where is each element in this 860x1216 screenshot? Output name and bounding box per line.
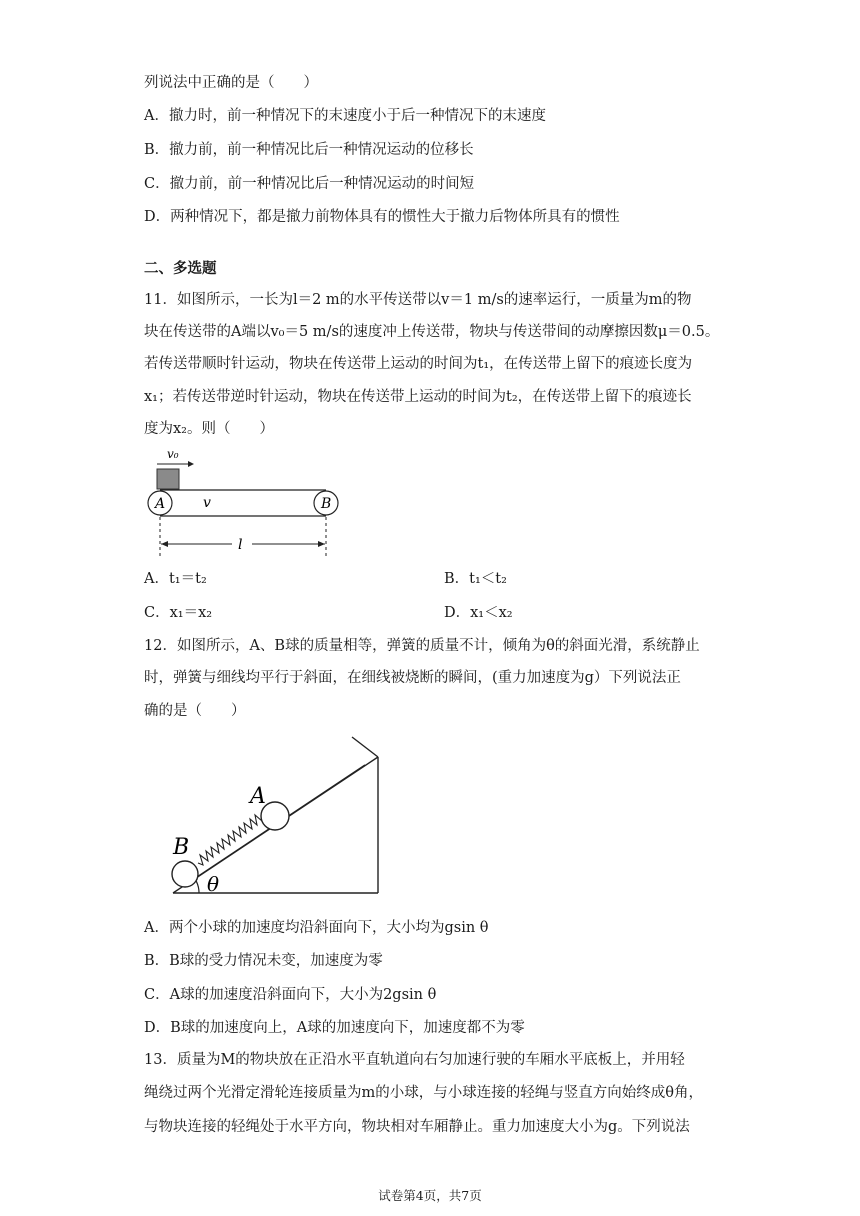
q12-option-a: A．两个小球的加速度均沿斜面向下，大小均为gsin θ	[144, 920, 489, 936]
q12-line-1: 12．如图所示，A、B球的质量相等，弹簧的质量不计，倾角为θ的斜面光滑，系统静止	[144, 638, 700, 654]
q12-option-c: C．A球的加速度沿斜面向下，大小为2gsin θ	[144, 987, 437, 1003]
dim-arrow-left	[161, 541, 168, 547]
v0-arrowhead	[188, 461, 194, 467]
q11-line-4: x₁；若传送带逆时针运动，物块在传送带上运动的时间为t₂，在传送带上留下的痕迹长	[144, 389, 692, 405]
figure-label-a: A	[250, 784, 266, 809]
q11-line-2: 块在传送带的A端以v₀＝5 m/s的速度冲上传送带，物块与传送带间的动摩擦因数μ＝0.5。	[144, 324, 720, 340]
figure-label-l: l	[238, 537, 243, 553]
q11-line-3: 若传送带顺时针运动，物块在传送带上运动的时间为t₁，在传送带上留下的痕迹长度为	[144, 356, 693, 372]
q11-line-1: 11．如图所示，一长为l＝2 m的水平传送带以v＝1 m/s的速率运行，一质量为m的物	[144, 292, 692, 308]
page-footer: 试卷第4页，共7页	[378, 1188, 482, 1203]
figure-label-b: B	[173, 835, 190, 860]
q11-option-a: A．t₁＝t₂	[144, 571, 207, 587]
q11-option-d: D．x₁＜x₂	[444, 605, 513, 621]
q11-option-b: B．t₁＜t₂	[444, 571, 507, 587]
block	[157, 469, 179, 489]
dim-arrow-right	[318, 541, 325, 547]
figure-label-v: v	[203, 495, 211, 511]
q13-line-1: 13．质量为M的物块放在正沿水平直轨道向右匀加速行驶的车厢水平底板上，并用轻	[144, 1052, 685, 1068]
figure-label-theta: θ	[207, 872, 220, 896]
q12-option-b: B．B球的受力情况未变，加速度为零	[144, 953, 383, 969]
q12-line-2: 时，弹簧与细线均平行于斜面，在细线被烧断的瞬间，(重力加速度为g）下列说法正	[144, 670, 681, 686]
q10-option-c: C．撤力前，前一种情况比后一种情况运动的时间短	[144, 176, 475, 192]
q13-line-3: 与物块连接的轻绳处于水平方向，物块相对车厢静止。重力加速度大小为g。下列说法	[144, 1119, 690, 1135]
incline-figure	[165, 733, 385, 903]
q11-option-c: C．x₁＝x₂	[144, 605, 213, 621]
ball-b	[172, 861, 198, 887]
q12-option-d: D．B球的加速度向上，A球的加速度向下，加速度都不为零	[144, 1020, 525, 1036]
q12-line-3: 确的是（ ）	[144, 703, 246, 719]
q13-line-2: 绳绕过两个光滑定滑轮连接质量为m的小球，与小球连接的轻绳与竖直方向始终成θ角，	[144, 1085, 703, 1101]
q11-line-5: 度为x₂。则（ ）	[144, 421, 274, 437]
conveyor-belt-figure	[140, 444, 360, 562]
figure-label-a: A	[155, 496, 166, 512]
incline-top-edge	[352, 737, 378, 757]
section-header: 二、多选题	[144, 260, 217, 277]
q10-lead: 列说法中正确的是（ ）	[144, 75, 318, 91]
figure-label-v0: v₀	[167, 447, 179, 461]
q10-option-a: A．撤力时，前一种情况下的末速度小于后一种情况下的末速度	[144, 108, 546, 124]
q10-option-d: D．两种情况下，都是撤力前物体具有的惯性大于撤力后物体所具有的惯性	[144, 209, 620, 225]
figure-label-b: B	[321, 496, 332, 512]
q10-option-b: B．撤力前，前一种情况比后一种情况运动的位移长	[144, 142, 474, 158]
